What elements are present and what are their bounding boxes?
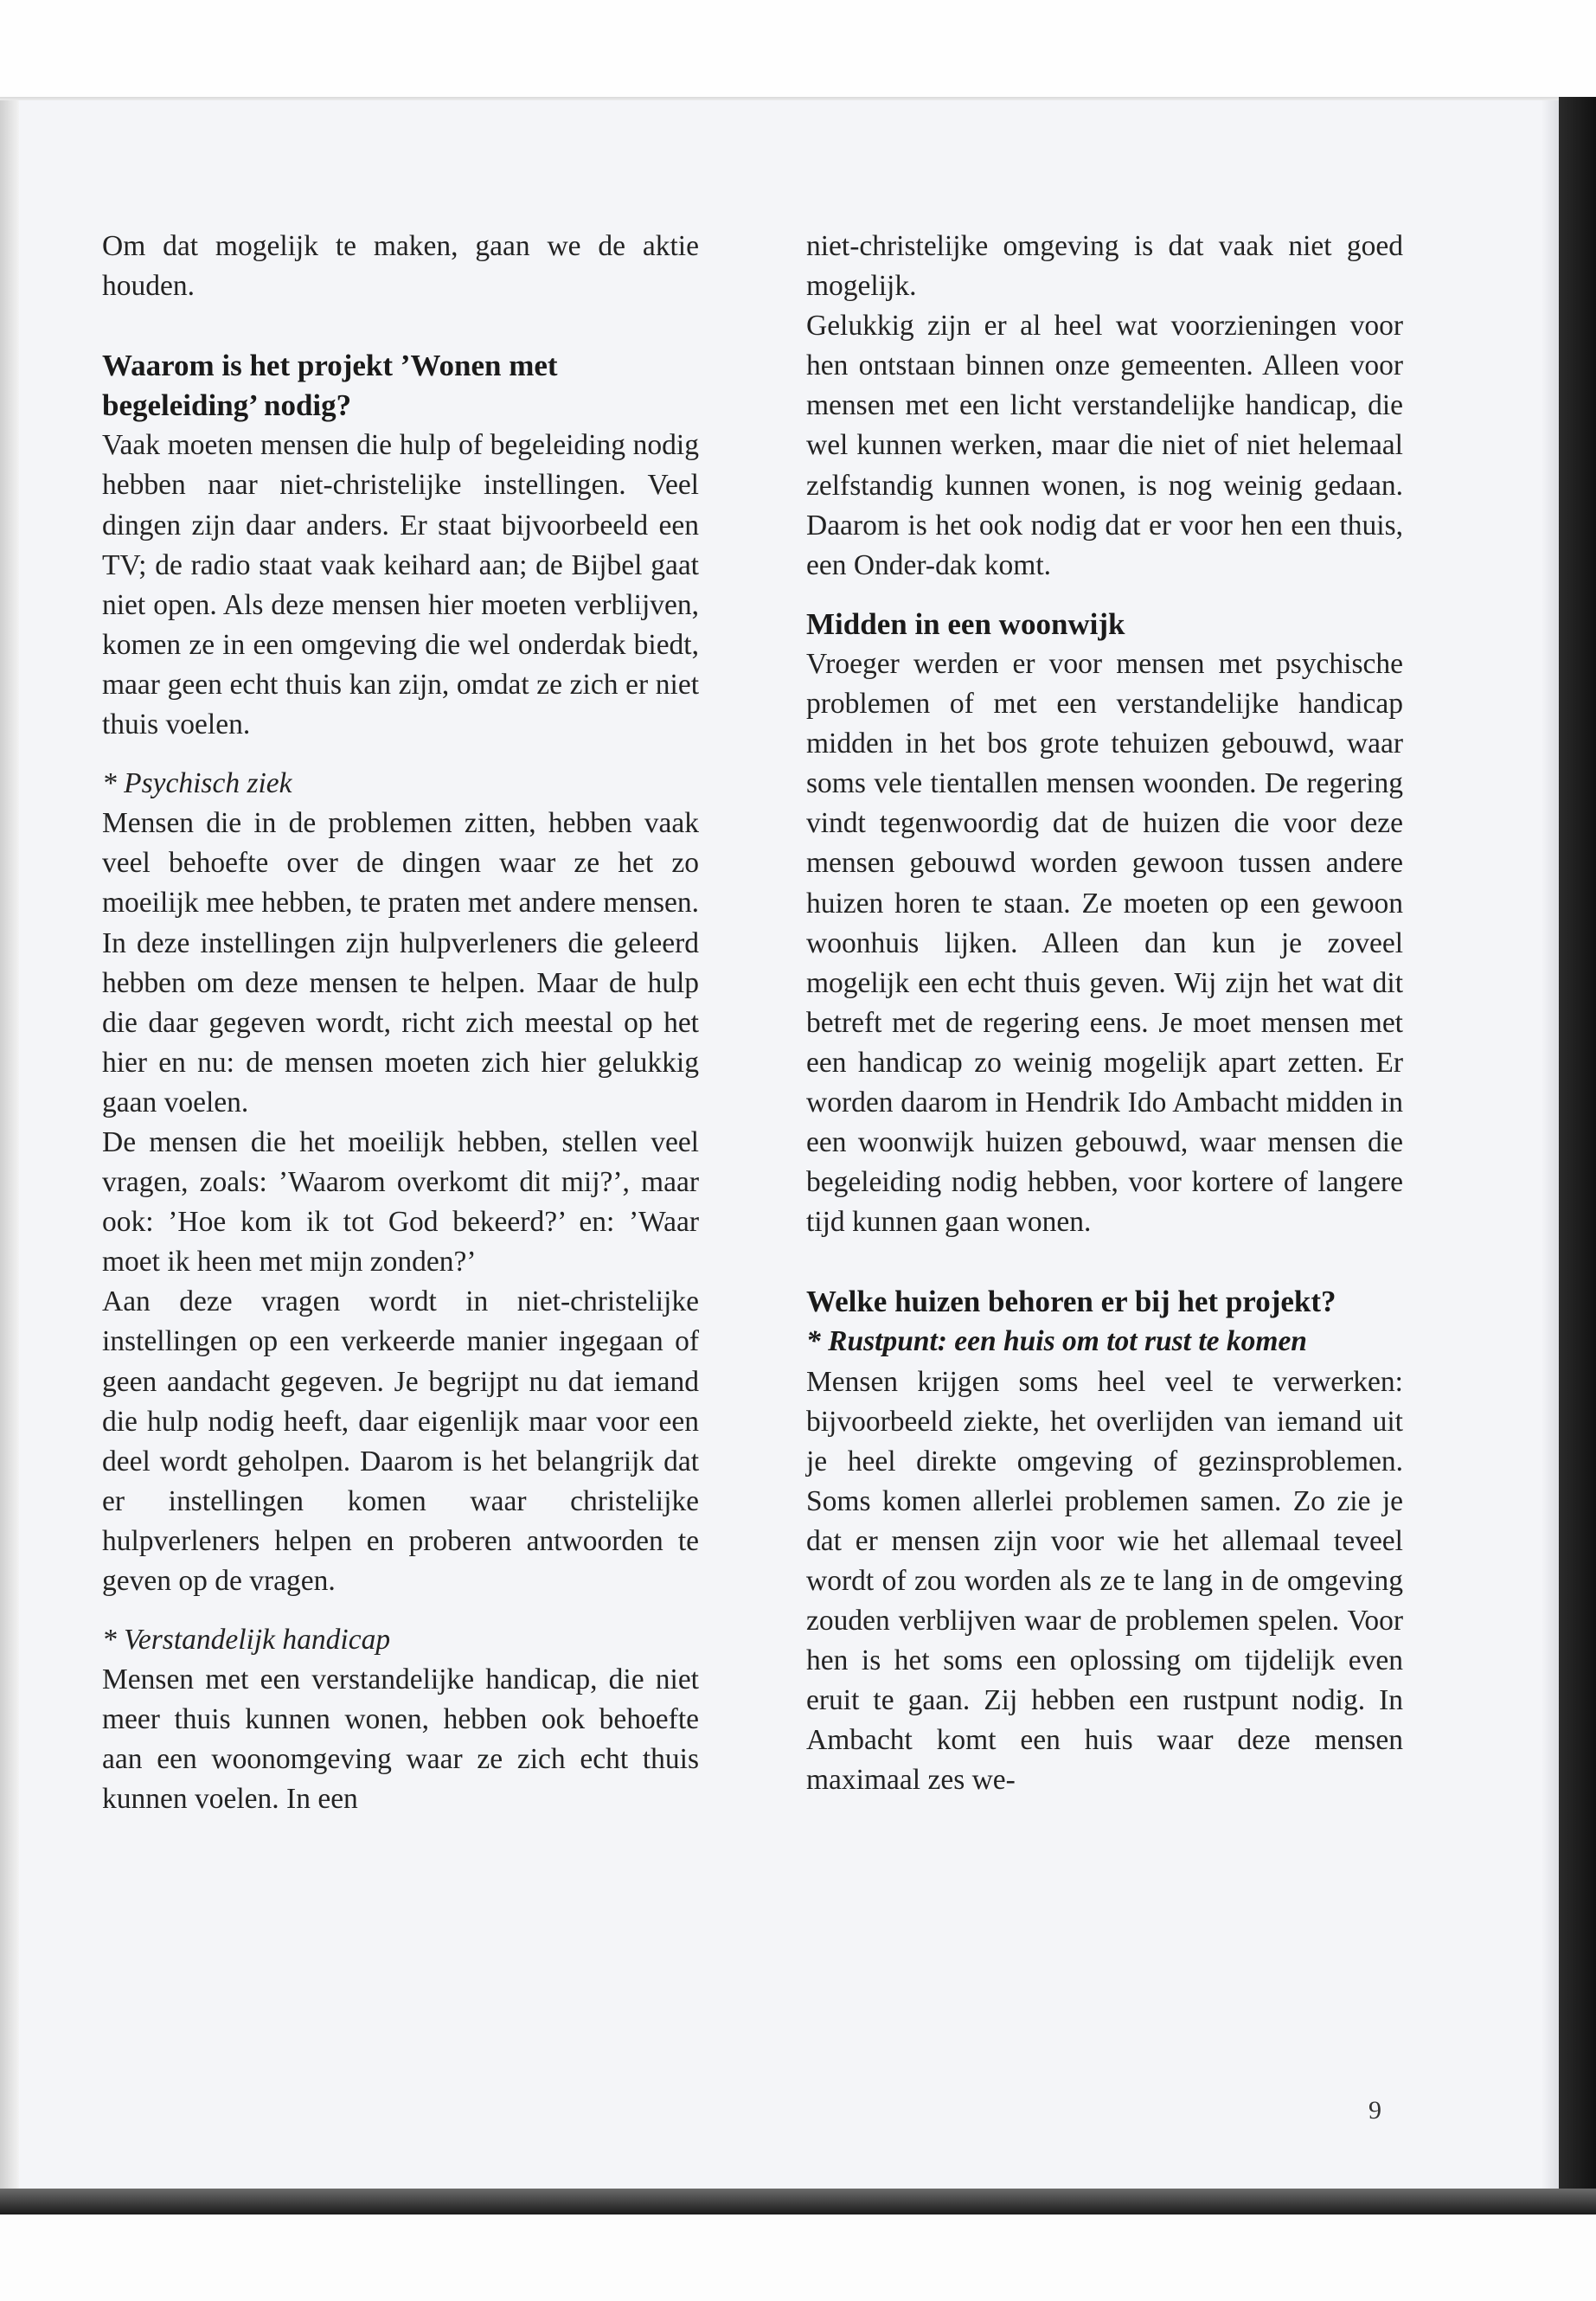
left-column [102, 227, 699, 1820]
book-cover-edge-bottom [0, 2189, 1596, 2214]
page-left-edge [0, 100, 19, 2204]
paragraph-continuation: niet-christelijke omgeving is dat vaak niet goed mogelijk. [806, 230, 1403, 303]
paragraph-waarom: Vaak moeten mensen die hulp of begeleiding nodig hebben naar niet-christelijke instellingen. Veel dingen zijn daar anders. Er staat bijvoorbeeld een TV; de radio staat vaak keihard aan; de Bijbel gaat niet open. Als deze mensen hier moeten verblijven, komen ze in een omgeving die wel onderdak biedt, maar geen echt thuis kan zijn, omdat ze zich er niet thuis voelen. [102, 429, 699, 741]
paragraph-psychisch-1: Mensen die in de problemen zitten, hebben vaak veel behoefte over de dingen waar ze het zo moeilijk mee hebben, te praten met andere mensen. In deze instellingen zijn hulpverleners die geleerd hebben om deze mensen te helpen. Maar de hulp die daar gegeven wordt, richt zich meestal op het hier en nu: de mensen moeten zich hier gelukkig gaan voelen. [102, 807, 699, 1118]
page-number: 9 [1368, 2096, 1381, 2125]
subheading-rustpunt: * Rustpunt: een huis om tot rust te komen [806, 1325, 1307, 1358]
heading-waarom: Waarom is het projekt ’Wonen met begeleiding’ nodig? [102, 349, 558, 423]
right-column [806, 227, 1403, 1801]
page-gutter-shadow [1542, 100, 1559, 2204]
subheading-psychisch-ziek: * Psychisch ziek [102, 767, 292, 800]
paragraph-rustpunt: Mensen krijgen soms heel veel te verwerken: bijvoorbeeld ziekte, het overlijden van iemand uit je heel direkte omgeving of gezinsproblemen. Soms komen allerlei problemen samen. Zo zie je dat er mensen zijn voor wie het allemaal teveel wordt of zou worden als ze te lang in de omgeving zouden verblijven waar de problemen spelen. Voor hen is het soms een oplossing om tijdelijk even eruit te gaan. Zij hebben een rustpunt nodig. In Ambacht komt een huis waar deze mensen maximaal zes we- [806, 1365, 1403, 1797]
intro-paragraph: Om dat mogelijk te maken, gaan we de aktie houden. [102, 230, 699, 303]
paragraph-psychisch-3: Aan deze vragen wordt in niet-christelijke instellingen op een verkeerde manier ingegaan of geen aandacht gegeven. Je begrijpt nu dat iemand die hulp nodig heeft, daar eigenlijk maar voor een deel wordt geholpen. Daarom is het belangrijk dat er instellingen komen waar christelijke hulpverleners helpen en proberen antwoorden te geven op de vragen. [102, 1285, 699, 1597]
paragraph-midden: Vroeger werden er voor mensen met psychische problemen of met een verstandelijke handicap midden in het bos grote tehuizen gebouwd, waar soms vele tientallen mensen woonden. De regering vindt tegenwoordig dat de huizen die voor deze mensen gebouwd worden gewoon tussen andere huizen horen te staan. Ze moeten op een gewoon woonhuis lijken. Alleen dan kun je zoveel mogelijk een echt thuis geven. Wij zijn het wat dit betreft met de regering eens. Je moet mensen met een handicap zo weinig mogelijk apart zetten. Er worden daarom in Hendrik Ido Ambacht midden in een woonwijk huizen gebouwd, waar mensen die begeleiding nodig hebben, voor kortere of langere tijd kunnen gaan wonen. [806, 647, 1403, 1239]
scan-background-bottom [0, 2214, 1596, 2301]
paragraph-psychisch-2: De mensen die het moeilijk hebben, stellen veel vragen, zoals: ’Waarom overkomt dit mij?’, maar ook: ’Hoe kom ik tot God bekeerd?’ en: ’Waar moet ik heen met mijn zonden?’ [102, 1125, 699, 1279]
book-cover-edge-right [1559, 97, 1596, 2204]
subheading-verstandelijk-handicap: * Verstandelijk handicap [102, 1624, 391, 1657]
paragraph-verstandelijk: Mensen met een verstandelijke handicap, die niet meer thuis kunnen wonen, hebben ook behoefte aan een woonomgeving waar ze zich echt thuis kunnen voelen. In een [102, 1663, 699, 1816]
heading-midden-in-woonwijk: Midden in een woonwijk [806, 606, 1125, 641]
paragraph-gelukkig: Gelukkig zijn er al heel wat voorzieningen voor hen ontstaan binnen onze gemeenten. Alleen voor mensen met een licht verstandelijke handicap, die wel kunnen werken, maar die niet of niet helemaal zelfstandig kunnen wonen, is nog weinig gedaan. Daarom is het ook nodig dat er voor hen een thuis, een Onder-dak komt. [806, 310, 1403, 581]
scan-background-top [0, 0, 1596, 97]
heading-welke-huizen: Welke huizen behoren er bij het projekt? [806, 1285, 1336, 1319]
